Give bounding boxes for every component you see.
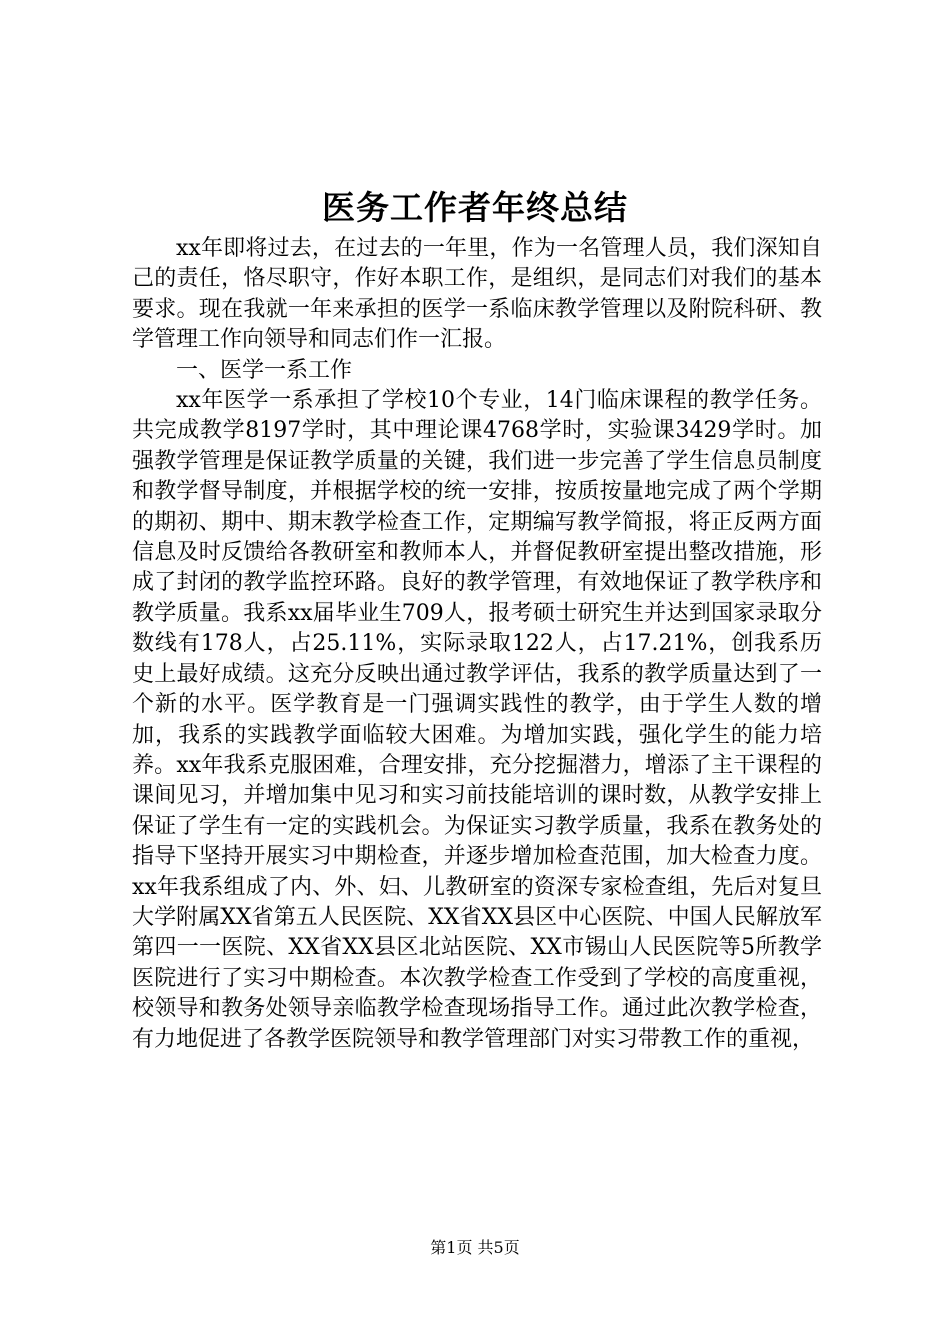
page-footer: 第1页 共5页	[430, 1238, 520, 1257]
section-heading: 一、医学一系工作	[176, 357, 353, 383]
document-body	[132, 234, 822, 1055]
document-title: 医务工作者年终总结	[322, 188, 628, 227]
paragraph-section-one: xx年医学一系承担了学校10个专业，14门临床课程的教学任务。共完成教学8197学时，其中理论课4768学时，实验课3429学时。加强教学管理是保证教学质量的关键，我们进一步完善了学生信息员制度和教学督导制度，并根据学校的统一安排，按质按量地完成了两个学期的期初、期中、期末教学检查工作，定期编写教学简报，将正反两方面信息及时反馈给各教研室和教师本人，并督促教研室提出整改措施，形成了封闭的教学监控环路。良好的教学管理，有效地保证了教学秩序和教学质量。我系xx届毕业生709人，报考硕士研究生并达到国家录取分数线有178人，占25.11%，实际录取122人，占17.21%，创我系历史上最好成绩。这充分反映出通过教学评估，我系的教学质量达到了一个新的水平。医学教育是一门强调实践性的教学，由于学生人数的增加，我系的实践教学面临较大困难。为增加实践，强化学生的能力培养。xx年我系克服困难，合理安排，充分挖掘潜力，增添了主干课程的课间见习，并增加集中见习和实习前技能培训的课时数，从教学安排上保证了学生有一定的实践机会。为保证实习教学质量，我系在教务处的指导下坚持开展实习中期检查，并逐步增加检查范围，加大检查力度。xx年我系组成了内、外、妇、儿教研室的资深专家检查组，先后对复旦大学附属XX省第五人民医院、XX省XX县区中心医院、中国人民解放军第四一一医院、XX省XX县区北站医院、XX市锡山人民医院等5所教学医院进行了实习中期检查。本次教学检查工作受到了学校的高度重视，校领导和教务处领导亲临教学检查现场指导工作。通过此次教学检查，有力地促进了各教学医院领导和教学管理部门对实习带教工作的重视，	[132, 388, 822, 1052]
paragraph-intro: xx年即将过去，在过去的一年里，作为一名管理人员，我们深知自己的责任，恪尽职守，作好本职工作，是组织，是同志们对我们的基本要求。现在我就一年来承担的医学一系临床教学管理以及附院科研、教学管理工作向领导和同志们作一汇报。	[132, 236, 822, 353]
